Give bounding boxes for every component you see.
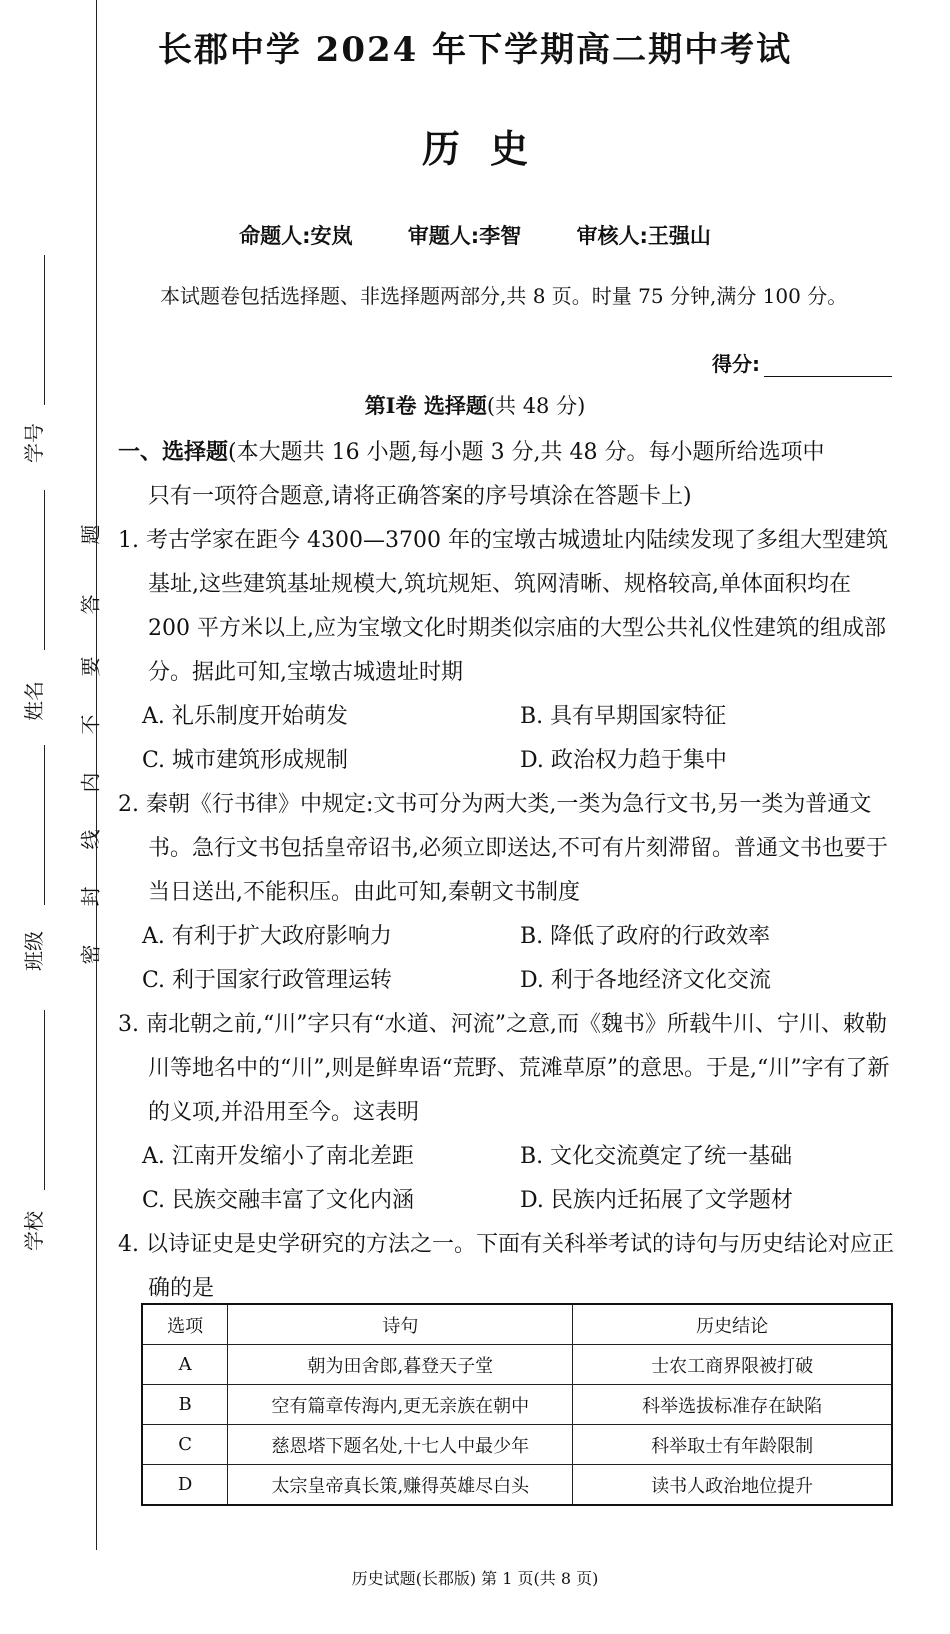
table-row <box>142 1425 892 1465</box>
option[interactable]: A. 江南开发缩小了南北差距 <box>142 1144 414 1169</box>
seal-char: 答 <box>78 594 103 615</box>
table-cell: 空有篇章传海内,更无亲族在朝中 <box>228 1385 573 1425</box>
score-label: 得分: <box>712 352 760 376</box>
table-cell: 士农工商界限被打破 <box>573 1345 892 1385</box>
table-header: 选项 <box>142 1304 228 1345</box>
table-cell: A <box>142 1345 228 1385</box>
exam-intro: 本试题卷包括选择题、非选择题两部分,共 8 页。时量 75 分钟,满分 100 分。 <box>160 284 848 308</box>
question-2-options-row-1 <box>118 915 898 959</box>
seal-char: 内 <box>78 772 103 793</box>
question-content <box>118 430 898 1311</box>
part-description <box>118 430 898 475</box>
seal-char: 密 <box>78 944 103 965</box>
question-1-options-row-1 <box>118 695 898 739</box>
section-heading <box>0 390 950 420</box>
table-cell: 朝为田舍郎,暮登天子堂 <box>228 1345 573 1385</box>
subject-title: 历史 <box>421 126 558 171</box>
question-2-options-row-2 <box>118 959 898 1003</box>
option[interactable]: D. 政治权力趋于集中 <box>520 748 727 773</box>
page-footer: 历史试题(长郡版) 第 1 页(共 8 页) <box>351 1569 599 1588</box>
option[interactable]: C. 城市建筑形成规制 <box>142 748 349 773</box>
seal-char: 不 <box>78 714 103 735</box>
exam-title: 长郡中学 2024 年下学期高二期中考试 <box>157 30 793 70</box>
question-2: 2. 秦朝《行书律》中规定:文书可分为两大类,一类为急行文书,另一类为普通文书。急行文书包括皇帝诏书,必须立即送达,不可有片刻滞留。普通文书也要于当日送出,不能积压。由此可知,秦朝文书制度 <box>118 792 888 905</box>
part-desc-1: (本大题共 16 小题,每小题 3 分,共 48 分。每小题所给选项中 <box>228 440 825 465</box>
table-cell: 太宗皇帝真长策,赚得英雄尽白头 <box>228 1465 573 1506</box>
table-row <box>142 1465 892 1506</box>
score-blank[interactable] <box>764 358 892 377</box>
checker: 审核人:王强山 <box>576 224 711 248</box>
reviewer: 审题人:李智 <box>407 224 522 248</box>
part-desc-2: 只有一项符合题意,请将正确答案的序号填涂在答题卡上) <box>148 484 692 509</box>
table-cell: 读书人政治地位提升 <box>573 1465 892 1506</box>
table-row <box>142 1385 892 1425</box>
seal-char: 要 <box>78 656 103 677</box>
table-cell: B <box>142 1385 228 1425</box>
side-label-student-id: 学号 <box>22 423 46 463</box>
table-cell: C <box>142 1425 228 1465</box>
section-heading-rest: (共 48 分) <box>486 394 586 418</box>
seal-char: 题 <box>78 524 103 545</box>
table-cell: 慈恩塔下题名处,十七人中最少年 <box>228 1425 573 1465</box>
part-title: 一、选择题 <box>118 439 229 465</box>
side-label-class: 班级 <box>22 931 46 971</box>
side-label-school: 学校 <box>22 1211 46 1251</box>
table-cell: 科举取士有年龄限制 <box>573 1425 892 1465</box>
option[interactable]: C. 利于国家行政管理运转 <box>142 968 393 993</box>
setter: 命题人:安岚 <box>239 224 353 248</box>
option[interactable]: D. 民族内迁拓展了文学题材 <box>520 1188 793 1213</box>
option[interactable]: A. 礼乐制度开始萌发 <box>142 704 348 729</box>
option[interactable]: D. 利于各地经济文化交流 <box>520 968 771 993</box>
question-3-options-row-2 <box>118 1179 898 1223</box>
option[interactable]: A. 有利于扩大政府影响力 <box>142 924 392 949</box>
option[interactable]: B. 文化交流奠定了统一基础 <box>520 1144 793 1169</box>
option[interactable]: B. 降低了政府的行政效率 <box>520 924 771 949</box>
option[interactable]: B. 具有早期国家特征 <box>520 704 727 729</box>
table-cell: D <box>142 1465 228 1506</box>
question-1: 1. 考古学家在距今 4300—3700 年的宝墩古城遗址内陆续发现了多组大型建筑基址,这些建筑基址规模大,筑坑规矩、筑网清晰、规格较高,单体面积均在 200 平方米以上,应为宝墩文化时期类似宗庙的大型公共礼仪性建筑的组成部分。据此可知,宝墩古城遗址时期 <box>118 528 888 685</box>
option[interactable]: C. 民族交融丰富了文化内涵 <box>142 1188 415 1213</box>
question-4: 4. 以诗证史是史学研究的方法之一。下面有关科举考试的诗句与历史结论对应正确的是 <box>118 1232 894 1301</box>
table-row <box>142 1345 892 1385</box>
question-3-options-row-1 <box>118 1135 898 1179</box>
side-label-name: 姓名 <box>22 681 46 721</box>
table-header: 历史结论 <box>573 1304 892 1345</box>
table-cell: 科举选拔标准存在缺陷 <box>573 1385 892 1425</box>
seal-char: 封 <box>78 886 103 907</box>
score-field <box>712 348 892 377</box>
question-1-options-row-2 <box>118 739 898 783</box>
question-4-table <box>141 1303 893 1506</box>
authors-line <box>0 220 950 250</box>
question-3: 3. 南北朝之前,“川”字只有“水道、河流”之意,而《魏书》所载牛川、宁川、敕勒川等地名中的“川”,则是鲜卑语“荒野、荒滩草原”的意思。于是,“川”字有了新的义项,并沿用至今。这表明 <box>118 1012 890 1125</box>
section-heading-bold: 第Ⅰ卷 选择题 <box>364 393 487 418</box>
table-header: 诗句 <box>228 1304 573 1345</box>
seal-char: 线 <box>78 829 103 850</box>
table-header-row <box>142 1304 892 1345</box>
